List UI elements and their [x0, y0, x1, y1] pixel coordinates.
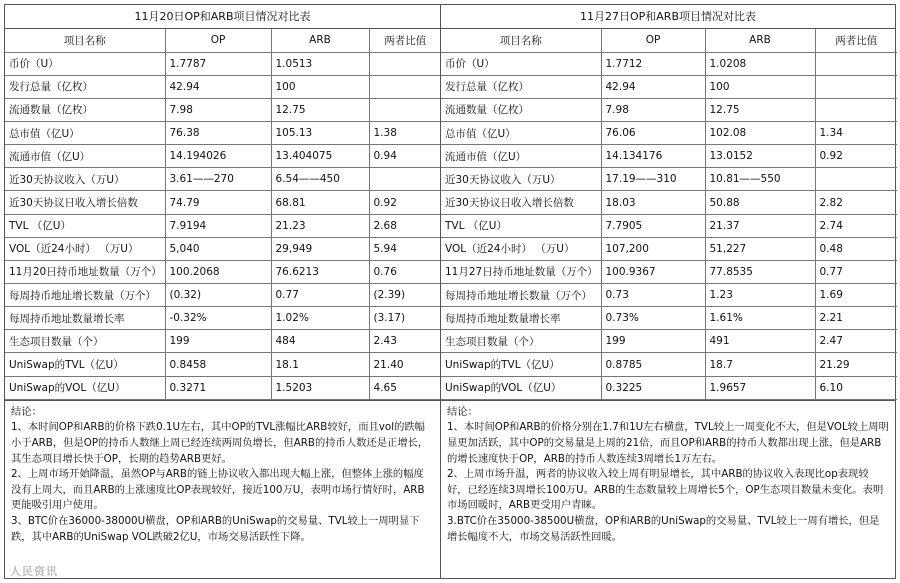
- row-label: UniSwap的TVL（亿U）: [441, 353, 601, 376]
- cell-value: [369, 168, 441, 191]
- row-label: 每周持币地址数量增长率: [5, 307, 165, 330]
- row-label: 总市值（亿U）: [441, 122, 601, 145]
- cell-value: 1.38: [369, 122, 441, 145]
- table-row: [5, 191, 441, 214]
- cell-value: 0.73: [601, 284, 705, 307]
- row-label: 币价（U）: [441, 52, 601, 75]
- table-row: [441, 214, 897, 237]
- cell-value: 2.68: [369, 214, 441, 237]
- cell-value: 76.6213: [271, 260, 369, 283]
- cell-value: 5.94: [369, 237, 441, 260]
- header-row: [441, 29, 897, 52]
- row-label: UniSwap的VOL（亿U）: [5, 376, 165, 399]
- cell-value: 21.37: [705, 214, 815, 237]
- cell-value: 0.48: [815, 237, 897, 260]
- comparison-table: [5, 29, 441, 400]
- row-label: TVL （亿U）: [441, 214, 601, 237]
- cell-value: 50.88: [705, 191, 815, 214]
- cell-value: 76.06: [601, 122, 705, 145]
- cell-value: 6.54——450: [271, 168, 369, 191]
- cell-value: 13.0152: [705, 145, 815, 168]
- conclusion-label: 结论：: [447, 405, 478, 418]
- cell-value: 76.38: [165, 122, 271, 145]
- conclusion-point: 2、上周市场开始降温，虽然OP与ARB的链上协议收入都出现大幅上涨，但整体上涨的幅度没有上周大，而且ARB的上涨速度比OP表现较好，接近100万U，表明市场行情好时，ARB更能吸引用户使用。: [11, 468, 425, 512]
- cell-value: 107,200: [601, 237, 705, 260]
- column-header: 项目名称: [5, 29, 165, 52]
- table-row: [441, 353, 897, 376]
- table-row: [5, 353, 441, 376]
- cell-value: 5,040: [165, 237, 271, 260]
- cell-value: 74.79: [165, 191, 271, 214]
- table-row: [441, 260, 897, 283]
- row-label: 近30天协议收入（万U）: [5, 168, 165, 191]
- cell-value: 18.7: [705, 353, 815, 376]
- table-row: [441, 122, 897, 145]
- row-label: TVL （亿U）: [5, 214, 165, 237]
- table-row: [5, 307, 441, 330]
- conclusion-point: 3、BTC价在36000-38000U横盘，OP和ARB的UniSwap的交易量、TVL较上一周明显下跌，其中ARB的UniSwap VOL跌破2亿U，市场交易活跃性下降。: [11, 514, 420, 543]
- cell-value: 18.03: [601, 191, 705, 214]
- row-label: 近30天协议日收入增长倍数: [441, 191, 601, 214]
- cell-value: 7.98: [601, 98, 705, 121]
- cell-value: 1.69: [815, 284, 897, 307]
- cell-value: 100.9367: [601, 260, 705, 283]
- cell-value: [815, 168, 897, 191]
- cell-value: 102.08: [705, 122, 815, 145]
- cell-value: 7.7905: [601, 214, 705, 237]
- cell-value: 1.23: [705, 284, 815, 307]
- cell-value: 13.404075: [271, 145, 369, 168]
- cell-value: 12.75: [705, 98, 815, 121]
- cell-value: 1.7787: [165, 52, 271, 75]
- cell-value: 1.9657: [705, 376, 815, 399]
- conclusion-point: 2、上周市场升温，两者的协议收入较上周有明显增长，其中ARB的协议收入表现比op表现较好，已经连续3周增长100万U。ARB的生态数量较上周增长5个，OP生态项目数量未变化。表明市场回暖时，ARB更受用户青睐。: [447, 468, 884, 512]
- conclusion-label: 结论：: [11, 405, 42, 418]
- conclusion-point: 1、本时间OP和ARB的价格分别在1.7和1U左右横盘，TVL较上一周变化不大，但是VOL较上周明显更加活跃，其中OP的交易量是上周的21倍，而且OP和ARB的持币人数都出现上涨，但是ARB的增长速度快于OP，ARB的持币人数连续3周增长1万左右。: [447, 421, 889, 465]
- cell-value: 0.77: [271, 284, 369, 307]
- column-header: OP: [601, 29, 705, 52]
- column-header: ARB: [705, 29, 815, 52]
- row-label: 近30天协议收入（万U）: [441, 168, 601, 191]
- table-row: [5, 75, 441, 98]
- table-row: [441, 98, 897, 121]
- table-row: [5, 52, 441, 75]
- table-row: [5, 376, 441, 399]
- column-header: 两者比值: [815, 29, 897, 52]
- cell-value: -0.32%: [165, 307, 271, 330]
- row-label: VOL（近24小时） （万U）: [5, 237, 165, 260]
- cell-value: 1.02%: [271, 307, 369, 330]
- cell-value: 4.65: [369, 376, 441, 399]
- cell-value: 51,227: [705, 237, 815, 260]
- column-header: 两者比值: [369, 29, 441, 52]
- row-label: 每周持币地址增长数量（万个）: [5, 284, 165, 307]
- cell-value: 1.34: [815, 122, 897, 145]
- table-row: [5, 168, 441, 191]
- cell-value: 105.13: [271, 122, 369, 145]
- comparison-table: [441, 29, 897, 400]
- cell-value: 100.2068: [165, 260, 271, 283]
- row-label: UniSwap的VOL（亿U）: [441, 376, 601, 399]
- panel-nov-27: [440, 4, 896, 579]
- cell-value: 21.23: [271, 214, 369, 237]
- cell-value: 491: [705, 330, 815, 353]
- row-label: 流通市值（亿U）: [441, 145, 601, 168]
- cell-value: 0.94: [369, 145, 441, 168]
- row-label: 每周持币地址增长数量（万个）: [441, 284, 601, 307]
- table-row: [5, 284, 441, 307]
- row-label: 近30天协议日收入增长倍数: [5, 191, 165, 214]
- row-label: UniSwap的TVL（亿U）: [5, 353, 165, 376]
- row-label: 流通数量（亿枚）: [441, 98, 601, 121]
- cell-value: 484: [271, 330, 369, 353]
- row-label: 流通市值（亿U）: [5, 145, 165, 168]
- table-row: [441, 191, 897, 214]
- row-label: 每周持币地址数量增长率: [441, 307, 601, 330]
- conclusion-notes: [441, 400, 895, 578]
- table-row: [441, 307, 897, 330]
- cell-value: 0.73%: [601, 307, 705, 330]
- cell-value: [815, 75, 897, 98]
- cell-value: 21.29: [815, 353, 897, 376]
- cell-value: 68.81: [271, 191, 369, 214]
- row-label: 币价（U）: [5, 52, 165, 75]
- cell-value: 1.61%: [705, 307, 815, 330]
- cell-value: [369, 75, 441, 98]
- row-label: 11月27日持币地址数量（万个）: [441, 260, 601, 283]
- row-label: 总市值（亿U）: [5, 122, 165, 145]
- cell-value: 42.94: [601, 75, 705, 98]
- column-header: OP: [165, 29, 271, 52]
- cell-value: 1.7712: [601, 52, 705, 75]
- cell-value: (3.17): [369, 307, 441, 330]
- header-row: [5, 29, 441, 52]
- row-label: 生态项目数量（个）: [441, 330, 601, 353]
- panel-title: 11月20日OP和ARB项目情况对比表: [5, 5, 440, 29]
- cell-value: 21.40: [369, 353, 441, 376]
- watermark: 人民资讯: [10, 565, 58, 578]
- table-row: [441, 330, 897, 353]
- cell-value: 0.3271: [165, 376, 271, 399]
- row-label: VOL（近24小时） （万U）: [441, 237, 601, 260]
- row-label: 生态项目数量（个）: [5, 330, 165, 353]
- cell-value: 0.92: [369, 191, 441, 214]
- conclusion-notes: [5, 400, 440, 578]
- row-label: 11月20日持币地址数量（万个）: [5, 260, 165, 283]
- table-row: [5, 122, 441, 145]
- table-body: [5, 52, 441, 399]
- cell-value: 2.74: [815, 214, 897, 237]
- cell-value: 0.77: [815, 260, 897, 283]
- cell-value: 6.10: [815, 376, 897, 399]
- table-row: [441, 75, 897, 98]
- row-label: 流通数量（亿枚）: [5, 98, 165, 121]
- comparison-sheet: [4, 4, 896, 579]
- table-row: [5, 330, 441, 353]
- cell-value: 10.81——550: [705, 168, 815, 191]
- cell-value: 2.43: [369, 330, 441, 353]
- cell-value: [369, 98, 441, 121]
- panel-nov-20: [4, 4, 440, 579]
- cell-value: 18.1: [271, 353, 369, 376]
- cell-value: 2.47: [815, 330, 897, 353]
- cell-value: 2.21: [815, 307, 897, 330]
- table-row: [5, 214, 441, 237]
- cell-value: 7.98: [165, 98, 271, 121]
- cell-value: 100: [271, 75, 369, 98]
- row-label: 发行总量（亿枚）: [441, 75, 601, 98]
- cell-value: (2.39): [369, 284, 441, 307]
- table-row: [5, 237, 441, 260]
- column-header: 项目名称: [441, 29, 601, 52]
- cell-value: 0.8458: [165, 353, 271, 376]
- cell-value: 7.9194: [165, 214, 271, 237]
- cell-value: 100: [705, 75, 815, 98]
- cell-value: 0.92: [815, 145, 897, 168]
- cell-value: 1.0208: [705, 52, 815, 75]
- conclusion-point: 3.BTC价在35000-38500U横盘，OP和ARB的UniSwap的交易量、TVL较上一周有增长，但是增长幅度不大，市场交易活跃性回暖。: [447, 514, 880, 543]
- cell-value: 199: [165, 330, 271, 353]
- cell-value: 2.82: [815, 191, 897, 214]
- cell-value: 77.8535: [705, 260, 815, 283]
- cell-value: 0.3225: [601, 376, 705, 399]
- table-row: [441, 168, 897, 191]
- panel-title: 11月27日OP和ARB项目情况对比表: [441, 5, 895, 29]
- cell-value: 0.76: [369, 260, 441, 283]
- cell-value: 17.19——310: [601, 168, 705, 191]
- cell-value: [815, 98, 897, 121]
- conclusion-point: 1、本时间OP和ARB的价格下跌0.1U左右，其中OP的TVL涨幅比ARB较好，而且vol的跌幅小于ARB，但是OP的持币人数继上周已经连续两周负增长，但ARB的持币人数还是正增长，其生态项目增长快于OP，长期的趋势ARB更好。: [11, 421, 429, 465]
- table-row: [441, 52, 897, 75]
- cell-value: 12.75: [271, 98, 369, 121]
- cell-value: [815, 52, 897, 75]
- column-header: ARB: [271, 29, 369, 52]
- table-row: [441, 376, 897, 399]
- table-row: [441, 237, 897, 260]
- cell-value: 1.5203: [271, 376, 369, 399]
- table-row: [5, 98, 441, 121]
- cell-value: [369, 52, 441, 75]
- cell-value: 29,949: [271, 237, 369, 260]
- cell-value: 1.0513: [271, 52, 369, 75]
- cell-value: 14.194026: [165, 145, 271, 168]
- table-row: [441, 145, 897, 168]
- cell-value: 199: [601, 330, 705, 353]
- cell-value: (0.32): [165, 284, 271, 307]
- table-body: [441, 52, 897, 399]
- cell-value: 42.94: [165, 75, 271, 98]
- table-row: [441, 284, 897, 307]
- cell-value: 14.134176: [601, 145, 705, 168]
- cell-value: 0.8785: [601, 353, 705, 376]
- table-row: [5, 145, 441, 168]
- row-label: 发行总量（亿枚）: [5, 75, 165, 98]
- cell-value: 3.61——270: [165, 168, 271, 191]
- table-row: [5, 260, 441, 283]
